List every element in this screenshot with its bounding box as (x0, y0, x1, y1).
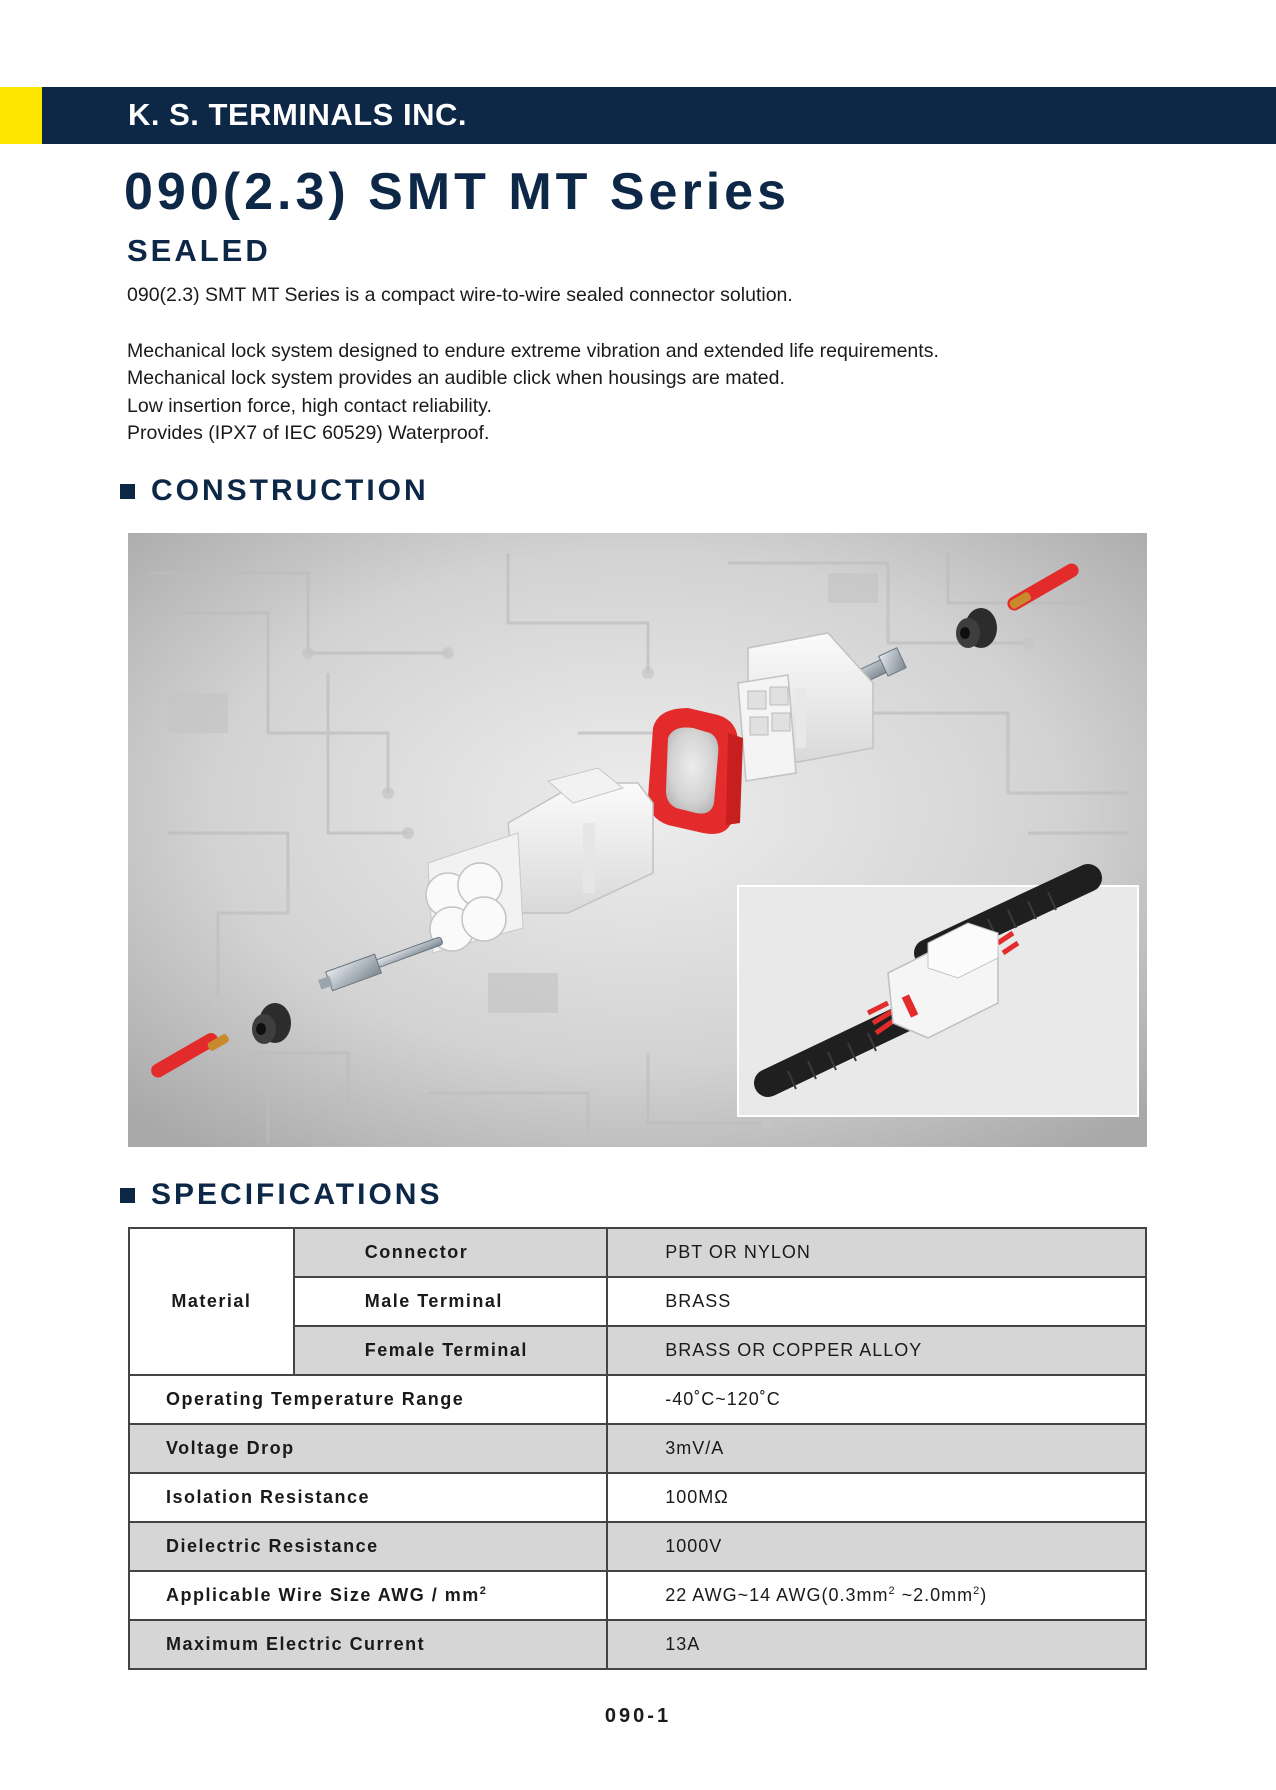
spec-label: Male Terminal (294, 1277, 608, 1326)
spec-label: Maximum Electric Current (129, 1620, 607, 1669)
square-bullet-icon (120, 484, 135, 499)
spec-value: 22 AWG~14 $AWG(0.3mm^2$ $\sim 2.0mm^2$) (607, 1571, 1146, 1620)
table-row (129, 1620, 1146, 1669)
specifications-heading: SPECIFICATIONS (120, 1178, 442, 1212)
spec-label: Voltage Drop (129, 1424, 607, 1473)
intro-text (127, 282, 1187, 448)
spec-value: BRASS (607, 1277, 1146, 1326)
spec-label: Connector (294, 1228, 608, 1277)
spec-label: Isolation Resistance (129, 1473, 607, 1522)
feature-line: Mechanical lock system provides an audible click when housings are mated. (127, 367, 785, 389)
intro-lead: 090(2.3) SMT MT Series is a compact wire-to-wire sealed connector solution. (127, 284, 793, 306)
company-name: K. S. TERMINALS INC. (128, 97, 467, 132)
spec-label: Operating Temperature Range (129, 1375, 607, 1424)
spec-label: Dielectric Resistance (129, 1522, 607, 1571)
construction-heading: CONSTRUCTION (120, 474, 429, 508)
table-row (129, 1424, 1146, 1473)
table-row (129, 1375, 1146, 1424)
seal-ring-icon (648, 708, 743, 834)
feature-line: Mechanical lock system designed to endure extreme vibration and extended life requirements. (127, 339, 939, 362)
table-row (129, 1228, 1146, 1277)
table-row (129, 1473, 1146, 1522)
table-row (129, 1571, 1146, 1620)
spec-value: 1000V (607, 1522, 1146, 1571)
material-label: Material (129, 1228, 294, 1375)
feature-line: Provides (IPX7 of IEC 60529) Waterproof. (127, 422, 490, 444)
table-row (129, 1522, 1146, 1571)
header-accent (0, 87, 42, 144)
spec-value: -40˚C~120˚C (607, 1375, 1146, 1424)
spec-label: Female Terminal (294, 1326, 608, 1375)
specifications-table (128, 1227, 1147, 1670)
spec-value: 13A (607, 1620, 1146, 1669)
spec-value: PBT OR NYLON (607, 1228, 1146, 1277)
spec-value: BRASS OR COPPER ALLOY (607, 1326, 1146, 1375)
header-bar (0, 87, 1276, 144)
construction-image (128, 533, 1147, 1147)
page-title: 090(2.3) SMT MT Series (124, 163, 790, 221)
subtitle: SEALED (127, 233, 271, 268)
spec-value: 100MΩ (607, 1473, 1146, 1522)
square-bullet-icon (120, 1188, 135, 1203)
assembled-connector-inset (738, 878, 1138, 1116)
feature-line: Low insertion force, high contact reliability. (127, 394, 492, 417)
spec-label: Applicable Wire Size AWG / $mm^2$ (129, 1571, 607, 1620)
page-number: 090-1 (604, 1705, 672, 1727)
spec-value: 3mV/A (607, 1424, 1146, 1473)
